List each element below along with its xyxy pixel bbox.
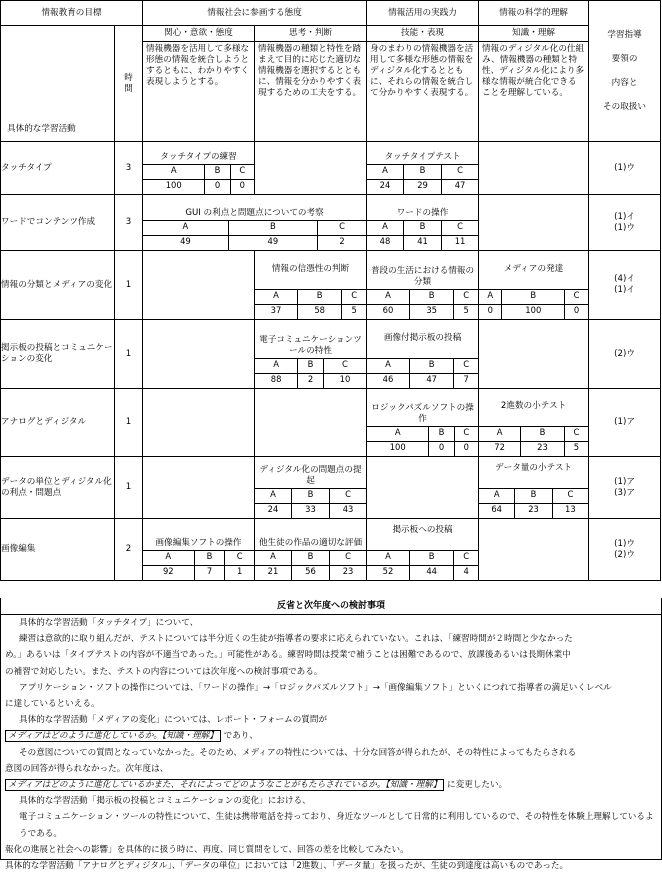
eval-reliability: 情報の信憑性の判断 A B C 37 58 5: [255, 251, 367, 320]
shidou-ref: (1)イ (1)ウ: [589, 195, 661, 251]
eval-binary-quiz: 2進数の小テスト A B C 72 23 5: [479, 389, 589, 457]
header-shidou: 学習指導 要領の 内容と その取扱い: [589, 1, 661, 142]
activity-hours: 1: [115, 251, 143, 320]
eval-word: ワードの操作 A B C 48 41 11: [367, 195, 479, 251]
shidou-ref: (1)ウ: [589, 142, 661, 195]
question-old: メディアはどのように進化しているか。【知識・理解】: [5, 730, 221, 742]
shidou-ref: (2)ウ: [589, 320, 661, 389]
activity-label: タッチタイプ: [1, 142, 115, 195]
header-attitude: 情報社会に参画する態度: [143, 1, 367, 26]
eval-gui: GUI の利点と問題点についての考察 A B C 49 49 2: [143, 195, 367, 251]
eval-bbs-post: 掲示板への投稿 A B C 52 44 4: [367, 519, 479, 581]
activity-label: データの単位とディジタル化の利点・問題点: [1, 457, 115, 519]
activity-label: 画像編集: [1, 519, 115, 581]
eval-data-amount: データ量の小テスト A B C 64 23 13: [479, 457, 589, 519]
eval-image-software: 画像編集ソフトの操作 A B C 92 7 1: [143, 519, 255, 581]
activity-hours: 3: [115, 195, 143, 251]
shidou-ref: (4)イ (1)イ: [589, 251, 661, 320]
activity-label: 掲示板の投稿とコミュニケーションの変化: [1, 320, 115, 389]
reflection-title: 反省と次年度への検討事項: [0, 598, 662, 615]
header-goal: 情報教育の目標: [1, 1, 143, 26]
eval-digitization: ディジタル化の問題点の提起 A B C 24 33 43: [255, 457, 367, 519]
shidou-ref: (1)ア: [589, 389, 661, 457]
activity-hours: 3: [115, 142, 143, 195]
activity-hours: 1: [115, 320, 143, 389]
activity-label: アナログとディジタル: [1, 389, 115, 457]
activity-label: ワードでコンテンツ作成: [1, 195, 115, 251]
header-practical: 情報活用の実践力: [367, 1, 479, 26]
header-science: 情報の科学的理解: [479, 1, 589, 26]
activity-hours: 1: [115, 457, 143, 519]
col-skill: 技能・表現 身のまわりの情報機器を活用して多様な形態の情報をディジタル化するとともに、それらの情報を統合して分かりやすく表現する。: [367, 26, 479, 142]
activity-hours: 1: [115, 389, 143, 457]
eval-touch-practice: タッチタイプの練習 A B C 100 0 0: [143, 142, 255, 195]
eval-comm-tool: 電子コミュニケーションツールの特性 A B C 88 2 10: [255, 320, 367, 389]
col-knowledge: 知識・理解 情報のディジタル化の仕組み、情報機器の種類と特性、ディジタル化により多様な情報が統合化できることを理解している。: [479, 26, 589, 142]
eval-media: メディアの発達 A B C 0 100 0: [479, 251, 589, 320]
shidou-ref: (1)ア (3)ア: [589, 457, 661, 519]
header-activity: 具体的な学習活動: [1, 26, 115, 142]
question-new: メディアはどのように進化しているかまた、それによってどのようなことがもたらされているか。【知識・理解】: [5, 779, 444, 791]
eval-classification: 普段の生活における情報の分類 A B C 60 35 5: [367, 251, 479, 320]
header-hours: 時 間: [115, 26, 143, 142]
col-thinking: 思考・判断 情報機器の種類と特性を踏まえて目的に応じた適切な情報機器を選択するとともに、情報を分かりやすく表現するための工夫をする。: [255, 26, 367, 142]
eval-logic-puzzle: ロジックパズルソフトの操作 A B C 100 0 0: [367, 389, 479, 457]
shidou-ref: (1)ウ (2)ウ: [589, 519, 661, 581]
activity-hours: 2: [115, 519, 143, 581]
activity-label: 情報の分類とメディアの変化: [1, 251, 115, 320]
eval-touch-test: タッチタイプテスト A B C 24 29 47: [367, 142, 479, 195]
reflection-body: 具体的な学習活動「タッチタイプ」について、 練習は意欲的に取り組んだが、テストについては半分近くの生徒が指導者の要求に応えられていない。これは、「練習時間が２時間と少なかった め。」あるいは「タイプテストの内容が不適当であった。」可能性がある。練習時間は授業で補うことは困難であるので、放課後あるいは長期休業中 の補習で対応したい。また、テストの内容については次年度への検討事項である。 アプリケーション・ソフトの操作については、「ワードの操作」→「ロジックパズルソフト」→「画像編集ソフト」といくにつれて指導者の満足いくレベル に達しているといえる。 具体的な学習活動「メディアの変化」については、レポート・フォームの質問が メディアはどのように進化しているか。【知識・理解】 であり、 その意図についての質問となっていなかった。そのため、メディアの特性については、十分な回答が得られたが、その特性によってもたらされる 意図の回答が得られなかった。次年度は、 メディアはどのように進化しているかまた、それによってどのようなことがもたらされているか。【知識・理解】 に変更したい。 具体的な学習活動「掲示板の投稿とコミュニケーションの変化」における、 電子コミュニケーション・ツールの特性について、生徒は携帯電話を持っており、身近なツールとして日常的に利用しているので、その特性を体験上理解しているようである。 報化の進展と社会への影響」を具体的に扱う時に、再度、同じ質問をして、回答の差を比較してみたい。 具体的な学習活動「アナログとディジタル」、「データの単位」においては「2進数」、「データ量」を扱ったが、生徒の到達度は高いものであった。: [0, 615, 662, 860]
eval-peer-review: 他生徒の作品の適切な評価 A B C 21 56 23: [255, 519, 367, 581]
col-interest: 関心・意欲・態度 情報機器を活用して多様な形態の情報を統合しようとするともに、わかりやすく表現しようとする。: [143, 26, 255, 142]
eval-image-bbs: 画像付掲示板の投稿 A B C 46 47 7: [367, 320, 479, 389]
